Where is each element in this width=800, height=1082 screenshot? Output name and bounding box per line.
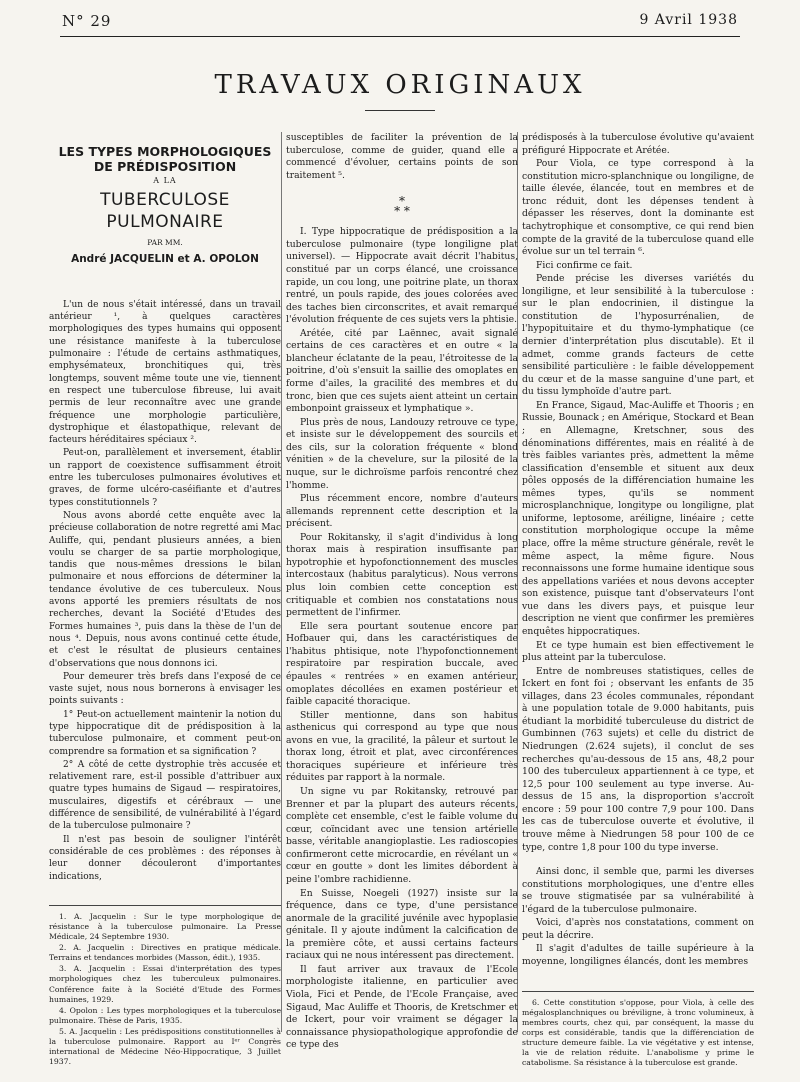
column-2: [286, 132, 518, 1053]
paragraph: 2° A côté de cette dystrophie très accusée et relativement rare, est-il possible d'attribuer aux quatre types humains de Sigaud — respiratoires, musculaires, digestifs et cérébraux — une différence de sensibilité, de vulnérabilité à l'égard de la tuberculose pulmonaire ?: [49, 759, 281, 832]
paragraph: L'un de nous s'était intéressé, dans un travail antérieur ¹, à quelques caractères morphologiques des types humains qui opposent une résistance manifeste à la tuberculose pulmonaire : l'étude de certains asthmatiques, emphysémateux, bronchitiques qui, très longtemps, souvent même toute une vie, tiennent en respect une tuberculose fibreuse, lui avait permis de leur reconnaître avec une grande fréquence une morphologie particulière, dystrophique et élastopathique, relevant de facteurs héréditaires spéciaux ².: [49, 299, 281, 446]
paragraph: prédisposés à la tuberculose évolutive qu'avaient préfiguré Hippocrate et Arétée.: [522, 132, 754, 156]
paragraph: Plus récemment encore, nombre d'auteurs allemands reprennent cette description et la précisent.: [286, 493, 518, 530]
star-top: *: [399, 194, 405, 209]
running-header: [0, 12, 800, 32]
footnote: 5. A. Jacquelin : Les prédispositions constitutionnelles à la tuberculose pulmonaire. Rapport au Iᵉʳ Congrès international de Médecine Néo-Hippocratique, 3 Juillet 1937.: [49, 1026, 281, 1067]
paragraph: Pour demeurer très brefs dans l'exposé de ce vaste sujet, nous nous bornerons à envisager les points suivants :: [49, 671, 281, 707]
column-3: [522, 132, 754, 1069]
paragraph: Il n'est pas besoin de souligner l'intérêt considérable de ces problèmes : des réponses à leur donner découleront d'importantes indications,: [49, 834, 281, 882]
paragraph: Un signe vu par Rokitansky, retrouvé par Brenner et par la plupart des auteurs récents, complète cet ensemble, c'est le faible volume du cœur, coïncidant avec une tension artérielle basse, véritable anangioplastie. Les radioscopies confirmeront cette microcardie, en révélant un « cœur en goutte » dont les limites débordent à peine l'ombre rachidienne.: [286, 786, 518, 885]
issue-number: N° 29: [62, 12, 112, 30]
byline-par: PAR MM.: [147, 238, 183, 248]
footnote-rule: [49, 905, 281, 906]
paragraph: Entre de nombreuses statistiques, celles de Ickert en font foi ; observant les enfants de 35 villages, dans 23 écoles communales, répondant à une population totale de 9.000 habitants, puis étudiant la morbidité tuberculeuse du district de Gumbinnen (763 sujets) et celle du district de Niedrungen (2.624 sujets), il conclut de ses recherches qu'au-dessous de 15 ans, 48,2 pour 100 des tuberculeux appartiennent à ce type, et 12,5 pour 100 seulement au type inverse. Au-dessus de 15 ans, la disproportion s'accroît encore : 59 pour 100 contre 7,9 pour 100. Dans les cas de tuberculose ouverte et évolutive, il trouve même à Niedrungen 58 pour 100 de ce type, contre 1,8 pour 100 du type inverse.: [522, 665, 754, 853]
section-title: TRAVAUX ORIGINAUX: [214, 70, 586, 100]
paragraph: Voici, d'après nos constatations, comment on peut la décrire.: [522, 917, 754, 941]
paragraph: Arétée, cité par Laënnec, avait signalé certains de ces caractères et en outre « la blancheur éclatante de la peau, l'étroitesse de la poitrine, d'où s'ensuit la saillie des omoplates en forme d'ailes, la gracilité des membres et du tronc, bien que ces sujets aient atteint un certain embonpoint graisseux et lymphatique ».: [286, 327, 518, 415]
paragraph: I. Type hippocratique de prédisposition a la tuberculose pulmonaire (type longiligne plat universel). — Hippocrate avait décrit l'habitus, constitué par un corps élancé, une croissance rapide, un cou long, une poitrine plate, un thorax rentré, un pouls rapide, des joues colorées avec des taches bien circonscrites, et avait remarqué l'évolution fréquente de ces sujets vers la phtisie.: [286, 226, 518, 326]
paragraph: En Suisse, Noegeli (1927) insiste sur la fréquence, dans ce type, d'une persistance anormale de la gracilité juvénile avec hypoplasie génitale. Il y ajoute indûment la calcification de la première côte, et aussi certains facteurs raciaux qui ne nous intéressent pas directement.: [286, 887, 518, 962]
paragraph: Elle sera pourtant soutenue encore par Hofbauer qui, dans les caractéristiques de l'habitus phtisique, note l'hypofonctionnement respiratoire par respiration buccale, avec épaules « rentrées » en examen antérieur, omoplates décollées en examen postérieur et faible capacité thoracique.: [286, 620, 518, 708]
paragraph: 1° Peut-on actuellement maintenir la notion du type hippocratique dit de prédisposition à la tuberculose pulmonaire, et comment peut-on comprendre sa formation et sa signification ?: [49, 709, 281, 757]
article-title-line: DE PRÉDISPOSITION: [93, 159, 237, 174]
paragraph: Il faut arriver aux travaux de l'Ecole morphologiste italienne, en particulier avec Viola, Fici et Pende, de l'Ecole Française, avec Sigaud, Mac Auliffe et Thooris, de Kretschmer et de Ickert, pour voir vraiment se dégager la connaissance physiopathologique approfondie de ce type des: [286, 963, 518, 1051]
paragraph: Stiller mentionne, dans son habitus asthenicus qui correspond au type que nous avons en vue, la gracilité, la pâleur et surtout le thorax long, étroit et plat, avec circonférences thoraciques supérieure et inférieure très réduites par rapport à la normale.: [286, 709, 518, 784]
paragraph: Peut-on, parallèlement et inversement, établir un rapport de coexistence suffisamment étroit entre les tuberculoses pulmonaires évolutives et graves, de forme ulcéro-caséifiante et d'autres types constitutionnels ?: [49, 448, 281, 508]
paragraph: Nous avons abordé cette enquête avec la précieuse collaboration de notre regretté ami Mac Auliffe, qui, pendant plusieurs années, a bien voulu se charger de sa partie morphologique, tandis que nous-mêmes dressions le bilan pulmonaire et nous efforcions de déterminer la tendance évolutive de ces tuberculeux. Nous avons apporté les premiers résultats de nos recherches, devant la Société d'Etudes des Formes humaines ³, puis dans la thèse de l'un de nous ⁴. Depuis, nous avons continué cette étude, et c'est le résultat de plusieurs centaines d'observations que nous donnons ici.: [49, 510, 281, 669]
issue-date: 9 Avril 1938: [639, 12, 738, 28]
title-rule: [365, 110, 435, 111]
footnotes: [522, 998, 754, 1069]
paragraph: Pour Viola, ce type correspond à la constitution micro-splanchnique ou longiligne, de taille élevée, élancée, tout en membres et de tronc réduit, dont les dépenses tendent à dépasser les réserves, dont la dominante est tachytrophique et consomptive, ce qui rend bien compte de la gravité de la tuberculose quand elle évolue sur un tel terrain ⁶.: [522, 158, 754, 258]
article-title-main: TUBERCULOSE PULMONAIRE: [100, 190, 230, 233]
paragraph: Plus près de nous, Landouzy retrouve ce type, et insiste sur le développement des sourcils et des cils, sur la coloration fréquente « blond vénitien » de la chevelure, sur la pilosité de la nuque, sur le dichroïsme parfois rencontré chez l'homme.: [286, 416, 518, 491]
column-rule: [281, 132, 282, 1032]
paragraph: Il s'agit d'adultes de taille supérieure à la moyenne, longilignes élancés, dont les membres: [522, 943, 754, 967]
paragraph: susceptibles de faciliter la prévention de la tuberculose, comme de guider, quand elle a commencé d'évoluer, certains points de son traitement ⁵.: [286, 132, 518, 181]
footnote: 4. Opolon : Les types morphologiques et la tuberculose pulmonaire. Thèse de Paris, 1935.: [49, 1005, 281, 1025]
section-separator: [286, 194, 518, 219]
article-title-line: A LA: [153, 176, 177, 185]
paragraph: Pende précise les diverses variétés du longiligne, et leur sensibilité à la tuberculose : sur le plan endocrinien, il distingue la constitution de l'hyposurrénalien, de l'hypopituitaire et du thymo-lymphatique (ce dernier d'interprétation plus discutable). Et il admet, comme grands facteurs de cette sensibilité particulière : le faible développement du cœur et de la masse sanguine d'une part, et du tissu lymphoïde d'autre part.: [522, 273, 754, 398]
footnotes: [49, 912, 281, 1067]
paragraph: Ainsi donc, il semble que, parmi les diverses constitutions morphologiques, une d'entre elles se trouve stigmatisée par sa vulnérabilité à l'égard de la tuberculose pulmonaire.: [522, 866, 754, 915]
paragraph: Fici confirme ce fait.: [536, 259, 633, 271]
paragraph: En France, Sigaud, Mac-Auliffe et Thooris ; en Russie, Bounack ; en Amérique, Stockard et Bean ; en Allemagne, Kretschner, sous des dénominations différentes, mais en réalité à de très faibles variantes près, admettent la même classification d'ensemble et situent aux deux pôles opposés de la différenciation humaine les mêmes types, qu'ils se nomment microsplanchnique, longitype ou longiligne, plat uniforme, leptosome, aréiligne, linéaire ; cette constitution morphologique occupe la même place, offre la même structure générale, revêt le même aspect, la même figure. Nous reconnaissons une forme humaine identique sous des appellations variées et nous devons accepter son existence, puisque tant d'observateurs l'ont vue dans les divers pays, et puisque leur description ne vient que confirmer les premières enquêtes hippocratiques.: [522, 399, 754, 637]
paragraph: Et ce type humain est bien effectivement le plus atteint par la tuberculose.: [522, 639, 754, 664]
paragraph: Pour Rokitansky, il s'agit d'individus à long thorax mais à respiration insuffisante par hypotrophie et hypofonctionnement des muscles intercostaux (habitus paralyticus). Nous verrons plus loin combien cette conception est critiquable et combien nos constatations nous permettent de l'infirmer.: [286, 531, 518, 619]
star-bottom: * *: [394, 204, 410, 219]
article-title-line: LES TYPES MORPHOLOGIQUES: [58, 144, 272, 159]
article-authors: André JACQUELIN et A. OPOLON: [71, 252, 259, 265]
footnote: 2. A. Jacquelin : Directives en pratique médicale. Terrains et tendances morbides (Masson, édit.), 1935.: [49, 943, 281, 963]
footnote: 6. Cette constitution s'oppose, pour Viola, à celle des mégalosplanchniques ou bréviligne, à tronc volumineux, à membres courts, chez qui, par conséquent, la masse du corps est considérable, tandis que la différenciation de structure demeure faible. La vie végétative y est intense, la vie de relation réduite. L'anabolisme y prime le catabolisme. Sa résistance à la tuberculose est grande.: [522, 997, 754, 1068]
column-1: [49, 132, 281, 1068]
footnote: 1. A. Jacquelin : Sur le type morphologique de résistance à la tuberculose pulmonaire. La Presse Médicale, 24 Septembre 1930.: [49, 911, 281, 942]
footnote: 3. A. Jacquelin : Essai d'interprétation des types morphologiques chez les tuberculeux pulmonaires. Conférence faite à la Société d'Etude des Formes humaines, 1929.: [49, 964, 281, 1004]
header-rule: [60, 36, 740, 37]
footnote-rule: [522, 991, 754, 992]
